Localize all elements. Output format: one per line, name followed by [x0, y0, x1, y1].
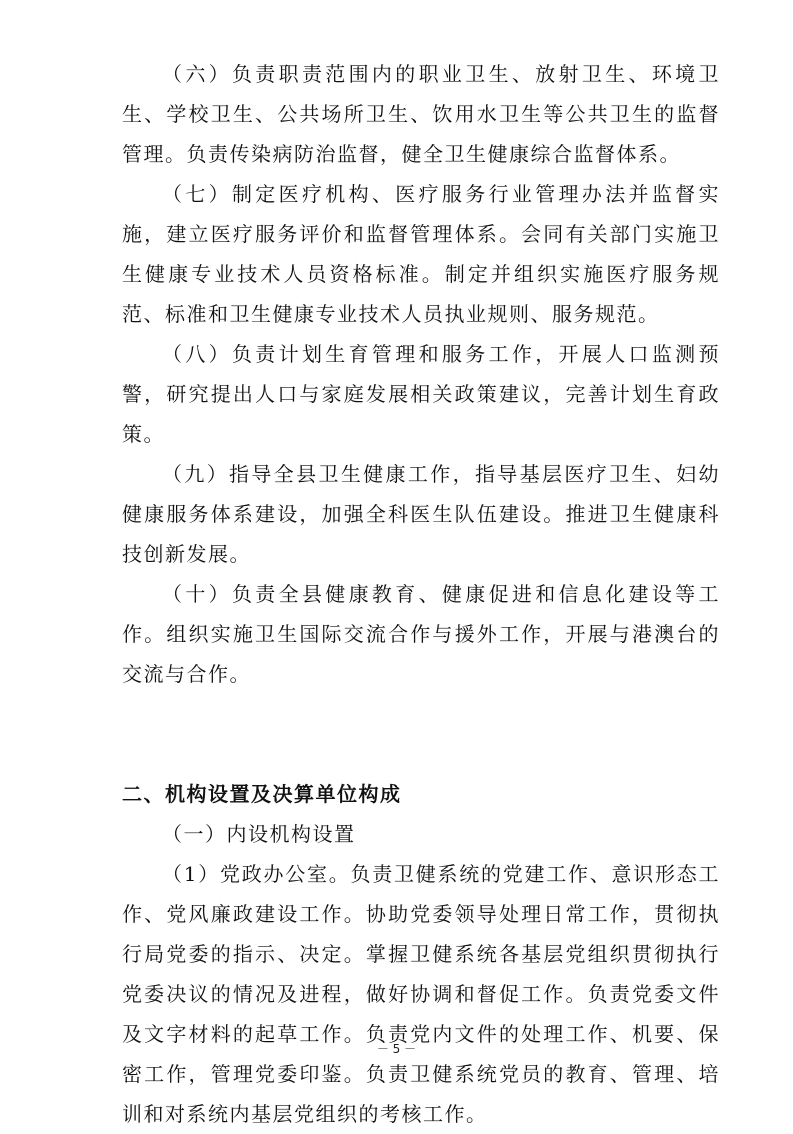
paragraph-duty-10: （十）负责全县健康教育、健康促进和信息化建设等工作。组织实施卫生国际交流合作与援外工作，开展与港澳台的交流与合作。	[122, 582, 720, 686]
section-spacer	[122, 694, 720, 774]
sub-heading: （一）内设机构设置	[162, 822, 356, 846]
paragraph-duty-6: （六）负责职责范围内的职业卫生、放射卫生、环境卫生、学校卫生、公共场所卫生、饮用水卫生等公共卫生的监督管理。负责传染病防治监督，健全卫生健康综合监督体系。	[122, 62, 720, 166]
document-body	[122, 54, 720, 1134]
paragraph-duty-9: （九）指导全县卫生健康工作，指导基层医疗卫生、妇幼健康服务体系建设，加强全科医生队伍建设。推进卫生健康科技创新发展。	[122, 462, 720, 566]
paragraph-duty-7: （七）制定医疗机构、医疗服务行业管理办法并监督实施，建立医疗服务评价和监督管理体系。会同有关部门实施卫生健康专业技术人员资格标准。制定并组织实施医疗服务规范、标准和卫生健康专业技术人员执业规则、服务规范。	[122, 182, 720, 326]
section-heading: 二、机构设置及决算单位构成	[122, 782, 402, 806]
paragraph-office-1: （1）党政办公室。负责卫健系统的党建工作、意识形态工作、党风廉政建设工作。协助党委领导处理日常工作，贯彻执行局党委的指示、决定。掌握卫健系统各基层党组织贯彻执行党委决议的情况及进程，做好协调和督促工作。负责党委文件及文字材料的起草工作。负责党内文件的处理工作、机要、保密工作，管理党委印鉴。负责卫健系统党员的教育、管理、培训和对系统内基层党组织的考核工作。	[122, 862, 720, 1126]
paragraph-duty-8: （八）负责计划生育管理和服务工作，开展人口监测预警，研究提出人口与家庭发展相关政策建议，完善计划生育政策。	[122, 342, 720, 446]
page-number: － 5 －	[376, 1042, 417, 1056]
